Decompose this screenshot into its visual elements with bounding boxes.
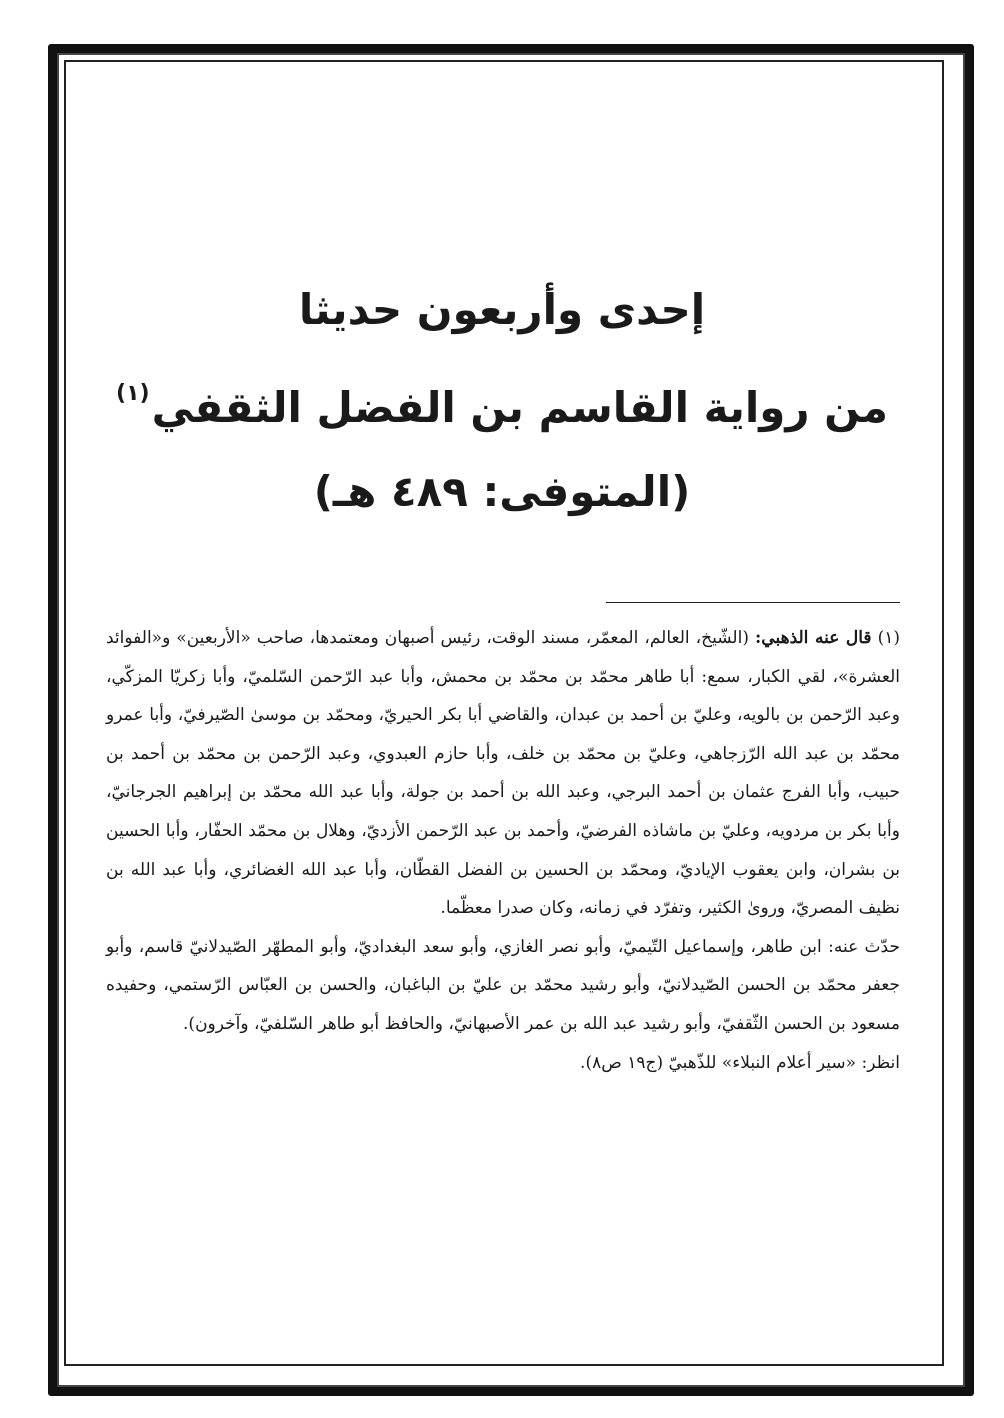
title-line-2-text: من رواية القاسم بن الفضل الثقفي [151,383,888,432]
title-line-1-text: إحدى وأربعون حديثا [298,285,706,334]
footnote-paragraph-1 [106,619,900,928]
title-line-3 [64,450,940,534]
footnote-body-1: (الشّيخ، العالم، المعمّر، مسند الوقت، رئيس أصبهان ومعتمدها، صاحب «الأربعين» و«الفوائد العشرة»، لقي الكبار، سمع: أبا طاهر محمّد بن محمّد بن محمش، وأبا عبد الرّحمن السّلميّ، وأبا زكريّا المزكّي، وعبد الرّحمن بن بالويه، وعليّ بن أحمد بن عبدان، والقاضي أبا بكر الحيريّ، ومحمّد بن موسىٰ الصّيرفيّ، وأبا عمرو محمّد بن عبد الله الرّزجاهي، وعليّ بن محمّد بن خلف، وأبا حازم العبدوي، وعبد الرّحمن بن محمّد بن أحمد بن حبيب، وأبا الفرج عثمان بن أحمد البرجي، وعبد الله بن أحمد بن جولة، وأبا عبد الله محمّد بن إبراهيم الجرجانيّ، وأبا بكر بن مردويه، وعليّ بن ماشاذه الفرضيّ، وأحمد بن عبد الرّحمن الأزديّ، وهلال بن محمّد الحفّار، وأبا الحسين بن بشران، وابن يعقوب الإياديّ، ومحمّد بن الحسين بن الفضل القطّان، وأبا عبد الله الغضائري، وأبا عبد الله بن نظيف المصريّ، وروىٰ الكثير، وتفرّد في زمانه، وكان صدرا معظّما. [106,628,900,919]
title-line-3-text: (المتوفى: ٤٨٩ هـ) [313,467,691,516]
title-line-1 [64,268,940,352]
footnote [106,619,900,1082]
footnote-reference: (١) [116,381,150,406]
footnote-paragraph-3: انظر: «سير أعلام النبلاء» للذّهبيّ (ج١٩ ص٨). [580,1052,900,1073]
footnote-lead: قال عنه الذهبي: [755,628,872,648]
footnote-paragraph-2: حدّث عنه: ابن طاهر، وإسماعيل التّيميّ، وأبو نصر الغازي، وأبو سعد البغداديّ، وأبو المطهّر الصّيدلانيّ قاسم، وأبو جعفر محمّد بن الحسن الصّيدلانيّ، وأبو رشيد محمّد بن عليّ بن الباغبان، والحسن بن العبّاس الرّستمي، وحفيده مسعود بن الحسن الثّقفيّ، وأبو رشيد عبد الله بن عمر الأصبهانيّ، والحافظ أبو طاهر السّلفيّ، وآخرون). [106,936,900,1034]
footnote-marker: (١) [877,628,901,648]
title-line-2 [64,352,940,450]
footnote-separator [606,602,900,603]
title-block [64,268,940,534]
